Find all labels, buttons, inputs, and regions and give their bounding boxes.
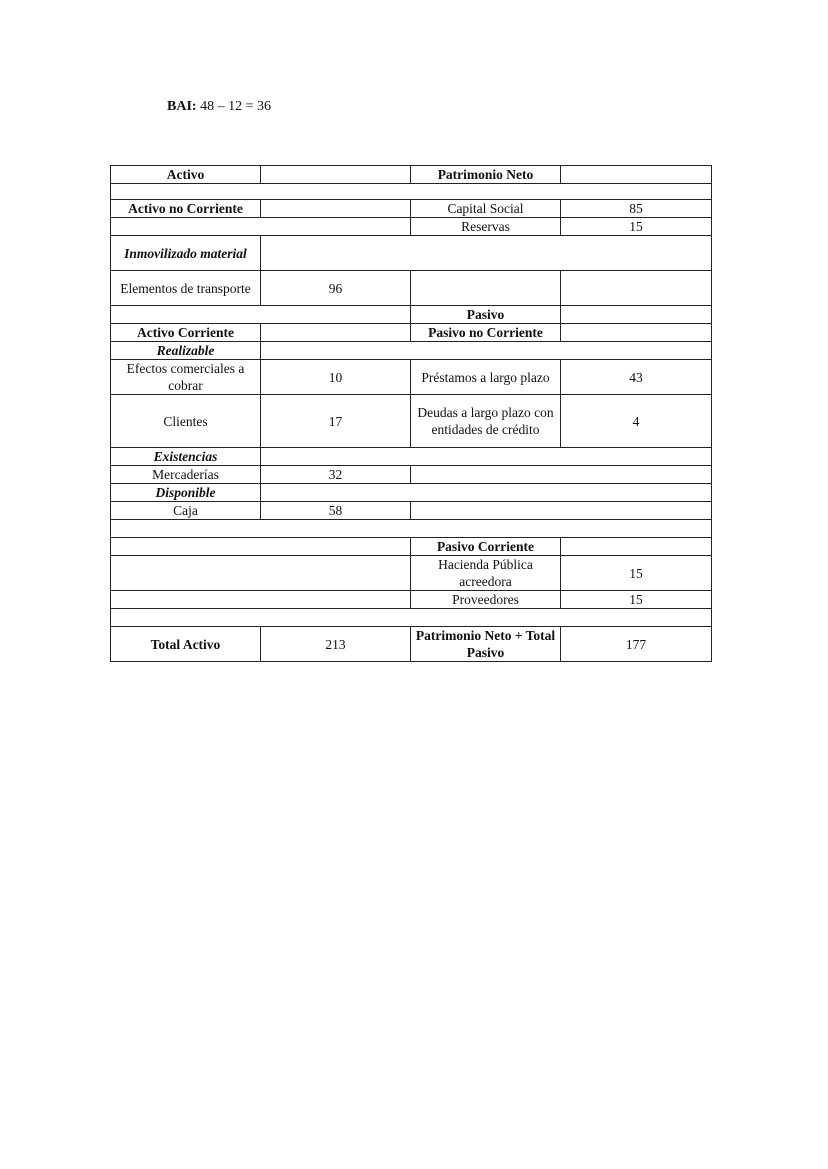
capital-social-value: 85 [561, 200, 712, 218]
reservas-label: Reservas [411, 218, 561, 236]
table-row [111, 520, 712, 538]
table-row [111, 166, 712, 184]
efectos-comerciales-value: 10 [261, 360, 411, 395]
table-row [111, 218, 712, 236]
activo-no-corriente-label: Activo no Corriente [111, 200, 261, 218]
balance-sheet-table [110, 165, 712, 662]
hacienda-label: Hacienda Pública acreedora [411, 556, 561, 591]
table-row [111, 395, 712, 448]
clientes-label: Clientes [111, 395, 261, 448]
table-row [111, 184, 712, 200]
table-row [111, 324, 712, 342]
table-row [111, 627, 712, 662]
bai-label: BAI: [167, 99, 197, 114]
existencias-label: Existencias [111, 448, 261, 466]
table-row [111, 484, 712, 502]
table-row [111, 200, 712, 218]
table-row [111, 466, 712, 484]
bai-formula: 48 – 12 = 36 [200, 99, 271, 114]
total-activo-value: 213 [261, 627, 411, 662]
total-pn-pasivo-label: Patrimonio Neto + Total Pasivo [411, 627, 561, 662]
total-activo-label: Total Activo [111, 627, 261, 662]
table-row [111, 306, 712, 324]
inmovilizado-material-label: Inmovilizado material [111, 236, 261, 271]
mercaderias-label: Mercaderías [111, 466, 261, 484]
elementos-transporte-label: Elementos de transporte [111, 271, 261, 306]
table-row [111, 502, 712, 520]
table-row [111, 609, 712, 627]
pasivo-no-corriente-label: Pasivo no Corriente [411, 324, 561, 342]
elementos-transporte-value: 96 [261, 271, 411, 306]
deudas-credito-value: 4 [561, 395, 712, 448]
proveedores-value: 15 [561, 591, 712, 609]
clientes-value: 17 [261, 395, 411, 448]
table-row [111, 342, 712, 360]
prestamos-value: 43 [561, 360, 712, 395]
caja-label: Caja [111, 502, 261, 520]
realizable-label: Realizable [111, 342, 261, 360]
table-row [111, 236, 712, 271]
pasivo-header: Pasivo [411, 306, 561, 324]
capital-social-label: Capital Social [411, 200, 561, 218]
table-row [111, 448, 712, 466]
activo-header: Activo [111, 166, 261, 184]
table-row [111, 360, 712, 395]
deudas-credito-label: Deudas a largo plazo con entidades de crédito [411, 395, 561, 448]
reservas-value: 15 [561, 218, 712, 236]
mercaderias-value: 32 [261, 466, 411, 484]
efectos-comerciales-label: Efectos comerciales a cobrar [111, 360, 261, 395]
disponible-label: Disponible [111, 484, 261, 502]
activo-corriente-label: Activo Corriente [111, 324, 261, 342]
caja-value: 58 [261, 502, 411, 520]
table-row [111, 271, 712, 306]
table-row [111, 538, 712, 556]
bai-line [167, 99, 271, 115]
pasivo-corriente-label: Pasivo Corriente [411, 538, 561, 556]
total-pn-pasivo-value: 177 [561, 627, 712, 662]
hacienda-value: 15 [561, 556, 712, 591]
table-row [111, 556, 712, 591]
table-row [111, 591, 712, 609]
proveedores-label: Proveedores [411, 591, 561, 609]
prestamos-label: Préstamos a largo plazo [411, 360, 561, 395]
patrimonio-neto-header: Patrimonio Neto [411, 166, 561, 184]
